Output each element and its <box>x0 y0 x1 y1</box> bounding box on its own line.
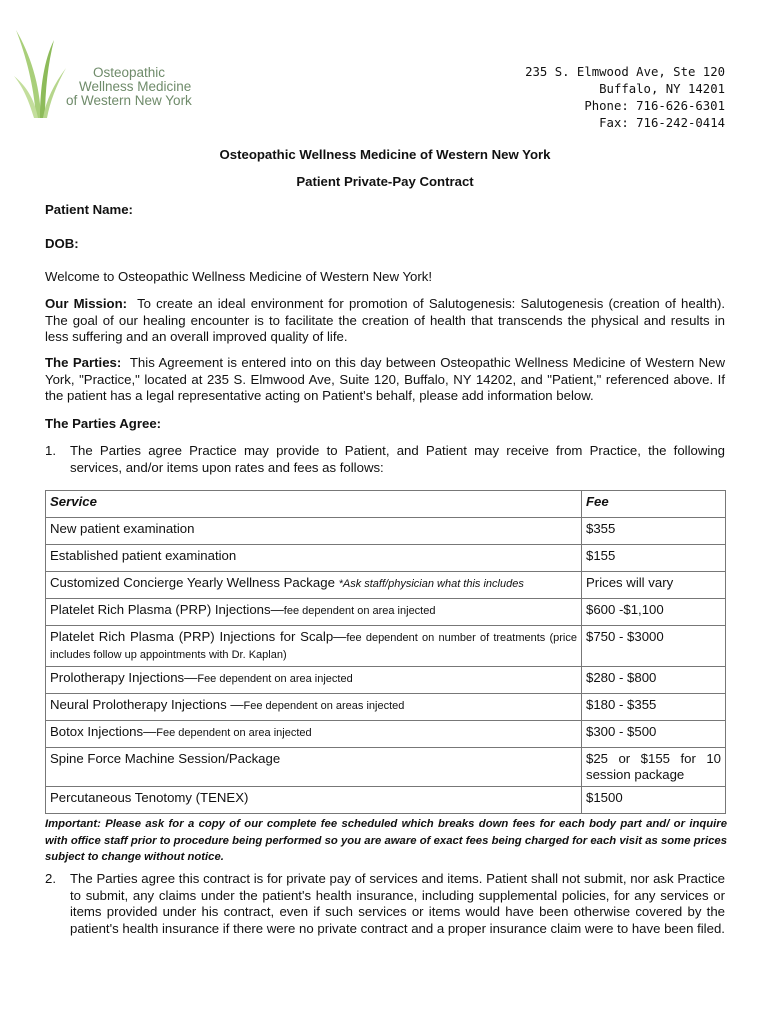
service-name: Prolotherapy Injections— <box>50 670 198 685</box>
service-cell <box>46 721 582 748</box>
table-row <box>46 626 726 667</box>
fee-cell: $1500 <box>582 787 726 814</box>
service-note: fee dependent on number of treatments (price includes follow up appointments with Dr. Kaplan) <box>50 632 577 661</box>
mission-text: To create an ideal environment for promotion of Salutogenesis: Salutogenesis (creation of health). The goal of our healing encounter is to facilitate the creation of health that transcends the physical and results in less suffering and an overall improved quality of life. <box>45 296 726 344</box>
service-name: Platelet Rich Plasma (PRP) Injections— <box>50 602 284 617</box>
address-phone: Phone: 716-626-6301 <box>584 99 725 113</box>
service-name: Platelet Rich Plasma (PRP) Injections for Scalp— <box>50 629 347 644</box>
fee-cell: $355 <box>582 518 726 545</box>
service-note: fee dependent on area injected <box>283 605 436 617</box>
document-title: Patient Private-Pay Contract <box>296 174 474 189</box>
logo-line-2: Wellness Medicine <box>79 79 192 94</box>
fee-cell: $300 - $500 <box>582 721 726 748</box>
welcome-text: Welcome to Osteopathic Wellness Medicine of Western New York! <box>45 269 433 284</box>
logo-wordmark <box>66 66 192 108</box>
address-fax: Fax: 716-242-0414 <box>599 116 725 130</box>
parties-agree-heading: The Parties Agree: <box>45 416 162 431</box>
fee-cell: $155 <box>582 545 726 572</box>
service-name: New patient examination <box>50 521 195 536</box>
parties-paragraph <box>45 355 725 405</box>
service-note: Fee dependent on areas injected <box>243 700 405 712</box>
service-name: Botox Injections— <box>50 724 157 739</box>
dob-label: DOB: <box>45 236 79 251</box>
table-row <box>46 599 726 626</box>
parties-label: The Parties: <box>45 355 122 370</box>
fee-cell: $280 - $800 <box>582 667 726 694</box>
practice-address <box>525 64 725 132</box>
table-row <box>46 694 726 721</box>
important-note: Important: Please ask for a copy of our complete fee scheduled which breaks down fees for each body part and/ or inquire with office staff prior to procedure being performed so you are aware of exact fees being charged for each visit as some prices subject to change without notice. <box>45 818 727 863</box>
address-city: Buffalo, NY 14201 <box>599 82 725 96</box>
table-row <box>46 721 726 748</box>
service-note: Fee dependent on area injected <box>197 673 353 685</box>
fee-cell: $750 - $3000 <box>582 626 726 667</box>
service-cell <box>46 667 582 694</box>
fee-cell: Prices will vary <box>582 572 726 599</box>
document-org-title: Osteopathic Wellness Medicine of Western New York <box>219 147 551 162</box>
service-cell <box>46 545 582 572</box>
mission-paragraph <box>45 296 725 346</box>
service-name: Neural Prolotherapy Injections — <box>50 697 244 712</box>
logo-line-1: Osteopathic <box>93 65 166 80</box>
patient-name-label: Patient Name: <box>45 202 133 217</box>
mission-label: Our Mission: <box>45 296 128 311</box>
service-name: Spine Force Machine Session/Package <box>50 751 281 766</box>
fee-table <box>45 490 726 814</box>
service-cell <box>46 599 582 626</box>
service-cell <box>46 787 582 814</box>
service-column-header: Service <box>46 491 582 518</box>
fee-column-header: Fee <box>582 491 726 518</box>
item-2-text: The Parties agree this contract is for private pay of services and items. Patient shall not submit, nor ask Practice to submit, any claims under the patient's health insurance, including supplemental policies, for any services or items provided under his contract, even if such services or items would have been otherwise covered by the patient's health insurance if there were no private contract and a proper insurance claim were to have been filed. <box>70 871 725 936</box>
service-name: Established patient examination <box>50 548 237 563</box>
service-cell <box>46 748 582 787</box>
service-cell <box>46 626 582 667</box>
fee-cell: $25 or $155 for 10 session package <box>582 748 726 787</box>
item-1-number: 1. <box>45 443 56 458</box>
table-row <box>46 545 726 572</box>
service-note: Fee dependent on area injected <box>156 727 312 739</box>
fee-cell: $600 -$1,100 <box>582 599 726 626</box>
service-note: *Ask staff/physician what this includes <box>338 578 524 590</box>
service-name: Customized Concierge Yearly Wellness Package <box>50 575 339 590</box>
service-cell <box>46 694 582 721</box>
table-row <box>46 518 726 545</box>
service-cell <box>46 518 582 545</box>
item-1-text: The Parties agree Practice may provide to Patient, and Patient may receive from Practice, the following services, and/or items upon rates and fees as follows: <box>70 443 725 475</box>
table-row <box>46 748 726 787</box>
fee-table-header <box>46 491 726 518</box>
table-row <box>46 787 726 814</box>
parties-text: This Agreement is entered into on this day between Osteopathic Wellness Medicine of Western New York, "Practice," located at 235 S. Elmwood Ave, Suite 120, Buffalo, NY 14202, and "Patient," referenced above. If the patient has a legal representative acting on Patient's behalf, please add information below. <box>45 355 725 403</box>
item-2-number: 2. <box>45 871 56 886</box>
table-row <box>46 667 726 694</box>
address-street: 235 S. Elmwood Ave, Ste 120 <box>525 65 725 79</box>
fee-cell: $180 - $355 <box>582 694 726 721</box>
service-name: Percutaneous Tenotomy (TENEX) <box>50 790 249 805</box>
logo-line-3: of Western New York <box>66 93 192 108</box>
table-row <box>46 572 726 599</box>
grass-leaf-icon <box>14 26 74 122</box>
practice-logo <box>14 26 204 122</box>
service-cell <box>46 572 582 599</box>
